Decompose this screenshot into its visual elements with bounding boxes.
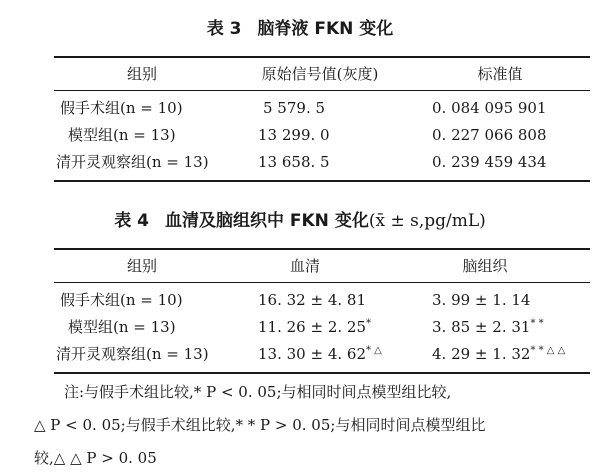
table3-row3-group: 清开灵观察组(n = 13) [56, 153, 209, 171]
table3-header-rule [54, 90, 590, 91]
table4-header-group: 组别 [126, 257, 157, 275]
table4-bottom-rule [54, 372, 590, 374]
table3-bottom-rule [54, 180, 590, 182]
table3-number: 表 3 [206, 19, 242, 39]
table4-row1-brain [432, 290, 530, 310]
footnote-line-1: 注:与假手术组比较,* P < 0. 05;与相同时间点模型组比较, [64, 383, 452, 401]
table3-row1-signal: 5 579. 5 [263, 99, 326, 117]
table4-title: 血清及脑组织中 FKN 变化 [164, 211, 369, 231]
table3-title: 脑脊液 FKN 变化 [257, 19, 394, 39]
table3-row1-standard: 0. 084 095 901 [432, 99, 547, 117]
table4-caption [0, 206, 600, 231]
table4-header-brain: 脑组织 [462, 257, 508, 275]
table4-row1-serum [258, 290, 366, 310]
table3-row3-signal: 13 658. 5 [258, 153, 330, 171]
table4-header-rule [54, 282, 590, 283]
table3-header-standard: 标准值 [477, 65, 523, 83]
table4-row2-brain-mark: * * [530, 318, 544, 329]
table4-title-suffix: (x̄ ± s,pg/mL) [368, 211, 486, 231]
table4-number: 表 4 [114, 211, 149, 231]
table3-row2-signal: 13 299. 0 [258, 126, 330, 144]
table4-row1-serum-value: 16. 32 ± 4. 81 [258, 291, 366, 309]
table4-row3-brain [432, 344, 565, 364]
table3-top-rule [54, 56, 590, 58]
table3-row3-standard: 0. 239 459 434 [432, 153, 547, 171]
table4-footnote [34, 376, 590, 475]
table4-row2-serum-value: 11. 26 ± 2. 25 [258, 318, 366, 336]
table4-row3-serum-mark: * △ [365, 345, 382, 356]
table3-caption [0, 14, 600, 39]
table3-row2-group: 模型组(n = 13) [68, 126, 176, 144]
table4-row1-group: 假手术组(n = 10) [60, 291, 183, 309]
table4-row3-brain-value: 4. 29 ± 1. 32 [432, 345, 531, 363]
table4-header-serum: 血清 [289, 257, 320, 275]
table4-top-rule [54, 248, 590, 250]
table3-row1-group: 假手术组(n = 10) [60, 99, 183, 117]
table3-header-signal: 原始信号值(灰度) [261, 65, 379, 83]
table4-row3-group: 清开灵观察组(n = 13) [56, 345, 209, 363]
table4-row2-group: 模型组(n = 13) [68, 318, 176, 336]
footnote-line-3: 较,△ △ P > 0. 05 [34, 449, 157, 467]
footnote-line-2: △ P < 0. 05;与假手术组比较,* * P > 0. 05;与相同时间点模型组比 [34, 416, 486, 434]
table4-row1-brain-value: 3. 99 ± 1. 14 [432, 291, 531, 309]
table3-header-group: 组别 [126, 65, 157, 83]
table4-row3-serum-value: 13. 30 ± 4. 62 [258, 345, 366, 363]
table3-row2-standard: 0. 227 066 808 [432, 126, 547, 144]
table4-row2-serum [258, 317, 371, 337]
table4-row3-brain-mark: * * △ △ [530, 345, 566, 356]
table4-row2-serum-mark: * [365, 318, 371, 329]
table4-row2-brain-value: 3. 85 ± 2. 31 [432, 318, 531, 336]
table4-row3-serum [258, 344, 382, 364]
table4-row2-brain [432, 317, 544, 337]
